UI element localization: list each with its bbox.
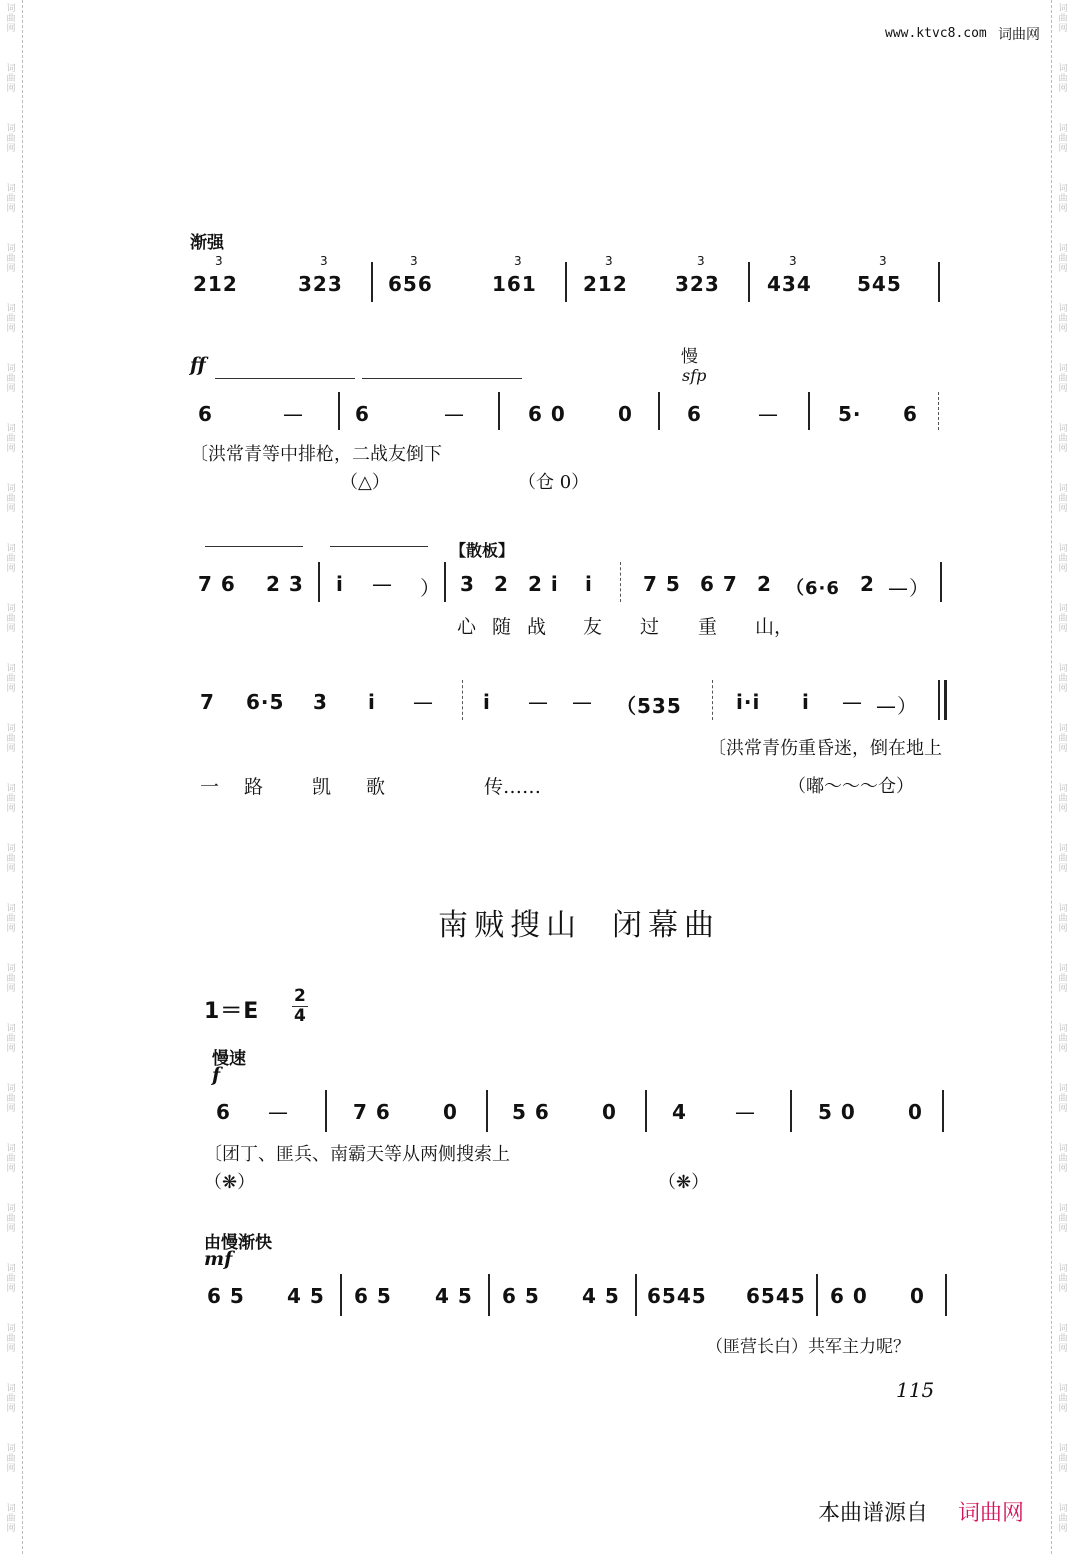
watermark-glyph: 词曲网 [6, 1204, 16, 1234]
dash: — [528, 690, 549, 714]
barline [790, 1090, 792, 1132]
note-group: 656 [388, 272, 433, 296]
triplet-mark: 3 [605, 254, 613, 268]
watermark-glyph: 词曲网 [1058, 544, 1068, 574]
watermark-glyph: 词曲网 [6, 604, 16, 634]
note: i [585, 572, 593, 596]
dash: — [842, 690, 863, 714]
watermark-glyph: 词曲网 [6, 64, 16, 94]
watermark-glyph: 词曲网 [1058, 184, 1068, 214]
watermark-glyph: 词曲网 [1058, 1324, 1068, 1354]
barline [340, 1274, 342, 1316]
lyric: 随 [492, 616, 512, 638]
note-group: 323 [675, 272, 720, 296]
note: i [368, 690, 376, 714]
barline [486, 1090, 488, 1132]
watermark-glyph: 词曲网 [1058, 784, 1068, 814]
barline [945, 1274, 947, 1316]
triplet-mark: 3 [410, 254, 418, 268]
note-group: 6 5 [354, 1284, 392, 1308]
tempo-marking-slow: 慢 [681, 347, 698, 367]
note-group: 161 [492, 272, 537, 296]
watermark-glyph: 词曲网 [1058, 724, 1068, 754]
dynamic-f: f [212, 1064, 221, 1086]
barline [565, 262, 567, 302]
note-group: 7 6 [198, 572, 236, 596]
barline [816, 1274, 818, 1316]
watermark-glyph: 词曲网 [6, 544, 16, 574]
watermark-glyph: 词曲网 [1058, 1024, 1068, 1054]
barline [748, 262, 750, 302]
watermark-glyph: 词曲网 [6, 1024, 16, 1054]
watermark-glyph: 词曲网 [6, 964, 16, 994]
note: 6 [687, 402, 702, 426]
note: 6 [903, 402, 918, 426]
note-group: 6 5 [502, 1284, 540, 1308]
barline [488, 1274, 490, 1316]
barline-dashed [620, 562, 621, 602]
tempo-marking-crescendo: 渐强 [190, 233, 224, 253]
header-url[interactable]: www.ktvc8.com [885, 26, 987, 41]
percussion-mark: （嘟～～～仓） [788, 776, 914, 797]
note-group: i·i [736, 690, 761, 714]
note-group: 5 6 [512, 1100, 550, 1124]
dash: — [572, 690, 593, 714]
watermark-glyph: 词曲网 [1058, 964, 1068, 994]
triplet-mark: 3 [697, 254, 705, 268]
dash: — [758, 402, 779, 426]
final-barline [944, 680, 947, 720]
dash: — [283, 402, 304, 426]
note-group: 212 [193, 272, 238, 296]
watermark-glyph: 词曲网 [6, 304, 16, 334]
tempo-marking-accelerando: 由慢渐快 [204, 1233, 272, 1253]
crescendo-line [215, 378, 355, 379]
stage-direction: 〔洪常青伤重昏迷，倒在地上 [708, 738, 942, 759]
barline-dashed [712, 680, 713, 720]
watermark-glyph: 词曲网 [6, 1264, 16, 1294]
diminuendo-line [205, 546, 303, 547]
note: 5· [838, 402, 862, 426]
section-marking-sanban: 【散板】 [450, 541, 515, 560]
watermark-glyph: 词曲网 [6, 1444, 16, 1474]
lyric: 友 [583, 616, 603, 638]
percussion-mark: （❋） [204, 1172, 256, 1193]
note-group: 7 5 [643, 572, 681, 596]
watermark-glyph: 词曲网 [1058, 1504, 1068, 1534]
watermark-glyph: 词曲网 [6, 1384, 16, 1414]
footer-source-label: 本曲谱源自 [818, 1501, 929, 1526]
watermark-glyph: 词曲网 [1058, 1204, 1068, 1234]
watermark-glyph: 词曲网 [1058, 124, 1068, 154]
watermark-glyph: 词曲网 [1058, 244, 1068, 274]
watermark-glyph: 词曲网 [6, 1084, 16, 1114]
barline [498, 392, 500, 430]
note-group: 323 [298, 272, 343, 296]
dash: —） [888, 576, 930, 600]
note-group: 6 7 [700, 572, 738, 596]
fermata-rest: 0 [910, 1284, 925, 1308]
dash: — [372, 572, 393, 596]
barline [645, 1090, 647, 1132]
lyric: 战 [527, 616, 547, 638]
time-signature-top: 2 [294, 986, 307, 1006]
note: 4 [672, 1100, 687, 1124]
note: i [483, 690, 491, 714]
watermark-glyph: 词曲网 [1058, 1384, 1068, 1414]
barline [444, 562, 446, 602]
barline [658, 392, 660, 430]
watermark-glyph: 词曲网 [1058, 484, 1068, 514]
watermark-glyph: 词曲网 [1058, 1444, 1068, 1474]
barline [938, 262, 940, 302]
watermark-glyph: 词曲网 [6, 724, 16, 754]
percussion-mark: （❋） [658, 1172, 710, 1193]
percussion-mark: （△） [340, 472, 390, 493]
watermark-glyph: 词曲网 [6, 4, 16, 34]
watermark-glyph: 词曲网 [1058, 64, 1068, 94]
watermark-glyph: 词曲网 [6, 784, 16, 814]
lyric: 重 [698, 616, 718, 638]
triplet-mark: 3 [215, 254, 223, 268]
triplet-mark: 3 [789, 254, 797, 268]
note: 3 [313, 690, 328, 714]
header-site-name[interactable]: 词曲网 [998, 27, 1040, 43]
note-group: （6·6 [786, 578, 840, 599]
dynamic-sfp: sfp [682, 366, 707, 385]
note: 6 [198, 402, 213, 426]
note: 6 [216, 1100, 231, 1124]
dash: — [268, 1100, 289, 1124]
barline [635, 1274, 637, 1316]
barline [940, 562, 942, 602]
page-number: 115 [896, 1378, 935, 1402]
stage-direction: 〔团丁、匪兵、南霸天等从两侧搜索上 [204, 1144, 510, 1165]
note-group: 545 [857, 272, 902, 296]
note-group: 2 3 [266, 572, 304, 596]
note: 2 [757, 572, 772, 596]
watermark-glyph: 词曲网 [6, 844, 16, 874]
percussion-mark: （仓 0） [518, 472, 590, 493]
note: 3 [460, 572, 475, 596]
watermark-glyph: 词曲网 [1058, 4, 1068, 34]
fermata-rest: 0 [618, 402, 633, 426]
lyric: 歌 [366, 776, 386, 798]
note-group: 4 5 [435, 1284, 473, 1308]
dynamic-ff: ff [190, 354, 206, 376]
footer-site-link[interactable]: 词曲网 [958, 1501, 1025, 1526]
barline [942, 1090, 944, 1132]
watermark-glyph: 词曲网 [1058, 904, 1068, 934]
time-signature-bottom: 4 [294, 1006, 307, 1026]
final-barline [938, 680, 940, 720]
left-watermark-strip [0, 0, 23, 1554]
watermark-glyph: 词曲网 [1058, 1084, 1068, 1114]
watermark-glyph: 词曲网 [6, 484, 16, 514]
lyric: 过 [640, 616, 660, 638]
watermark-glyph: 词曲网 [1058, 304, 1068, 334]
note-group: 6 0 [830, 1284, 868, 1308]
key-signature: 1＝E [204, 999, 260, 1024]
watermark-glyph: 词曲网 [6, 424, 16, 454]
note: 2 [494, 572, 509, 596]
barline [338, 392, 340, 430]
lyric: 传…… [484, 776, 542, 798]
note: 2 [860, 572, 875, 596]
rest: 0 [443, 1100, 458, 1124]
triplet-mark: 3 [879, 254, 887, 268]
close-paren: ） [420, 576, 441, 600]
note-group: 4 5 [287, 1284, 325, 1308]
watermark-glyph: 词曲网 [1058, 664, 1068, 694]
watermark-glyph: 词曲网 [1058, 604, 1068, 634]
barline [325, 1090, 327, 1132]
dash: — [735, 1100, 756, 1124]
lyric: 心 [457, 616, 477, 638]
lyric: 路 [244, 776, 264, 798]
note-group: 4 5 [582, 1284, 620, 1308]
watermark-glyph: 词曲网 [6, 664, 16, 694]
diminuendo-line [330, 546, 428, 547]
note-group: 6545 [647, 1284, 707, 1308]
note: i [336, 572, 344, 596]
piece-title: 南贼搜山 [438, 908, 582, 943]
watermark-glyph: 词曲网 [1058, 364, 1068, 394]
lyric: 凯 [312, 776, 332, 798]
watermark-glyph: 词曲网 [1058, 424, 1068, 454]
note-group: 212 [583, 272, 628, 296]
watermark-glyph: 词曲网 [6, 364, 16, 394]
barline [318, 562, 320, 602]
note: 6 [355, 402, 370, 426]
note-group: 6545 [746, 1284, 806, 1308]
note: i [802, 690, 810, 714]
note-group: 6 5 [207, 1284, 245, 1308]
watermark-glyph: 词曲网 [1058, 1144, 1068, 1174]
watermark-glyph: 词曲网 [6, 1504, 16, 1534]
dash: — [444, 402, 465, 426]
note-group: 6 0 [528, 402, 566, 426]
tempo-marking-slow-speed: 慢速 [212, 1049, 246, 1069]
watermark-glyph: 词曲网 [6, 1144, 16, 1174]
triplet-mark: 3 [514, 254, 522, 268]
barline [371, 262, 373, 302]
crescendo-line [362, 378, 522, 379]
lyric: 山， [755, 616, 794, 638]
barline-dashed [938, 392, 939, 430]
watermark-glyph: 词曲网 [6, 904, 16, 934]
watermark-glyph: 词曲网 [6, 1324, 16, 1354]
watermark-glyph: 词曲网 [1058, 844, 1068, 874]
note-group: 2 i [528, 572, 559, 596]
note-group: 6·5 [246, 690, 285, 714]
watermark-glyph: 词曲网 [1058, 1264, 1068, 1294]
rest: 0 [908, 1100, 923, 1124]
watermark-glyph: 词曲网 [6, 124, 16, 154]
note-group: 7 6 [353, 1100, 391, 1124]
barline-dashed [462, 680, 463, 720]
right-watermark-strip [1051, 0, 1074, 1554]
dynamic-mf: mf [204, 1248, 233, 1270]
watermark-glyph: 词曲网 [6, 184, 16, 214]
note-group: （535 [616, 694, 682, 718]
note-group: 434 [767, 272, 812, 296]
note-group: 5 0 [818, 1100, 856, 1124]
spoken-line: （匪营长白）共军主力呢？ [706, 1337, 910, 1357]
stage-direction: 〔洪常青等中排枪，二战友倒下 [190, 444, 442, 465]
note: 7 [200, 690, 215, 714]
watermark-glyph: 词曲网 [6, 244, 16, 274]
triplet-mark: 3 [320, 254, 328, 268]
piece-subtitle: 闭幕曲 [612, 908, 720, 943]
dash: —） [876, 694, 918, 718]
rest: 0 [602, 1100, 617, 1124]
dash: — [413, 690, 434, 714]
lyric: 一 [200, 776, 220, 798]
barline [808, 392, 810, 430]
